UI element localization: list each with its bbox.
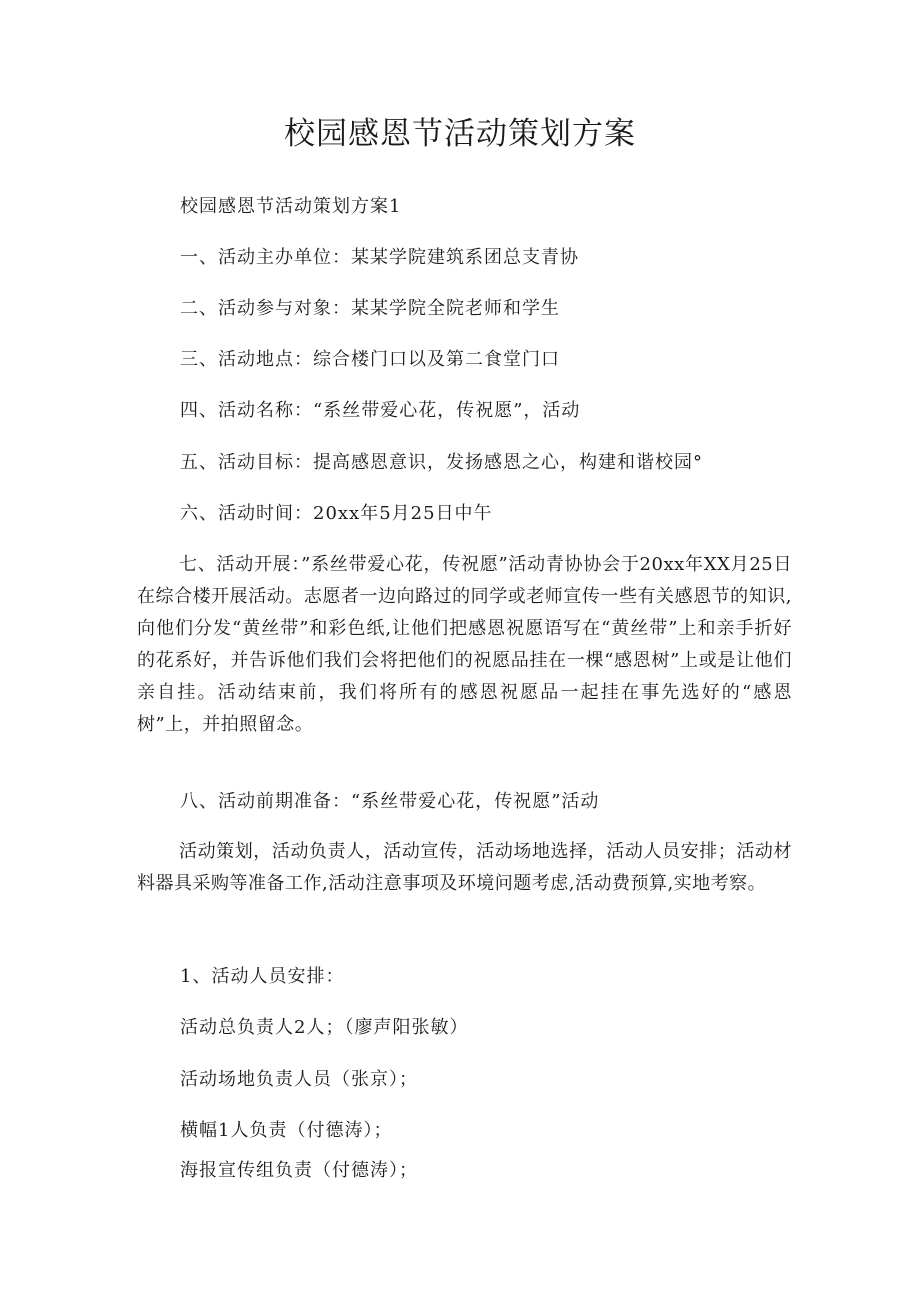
staff-item: 横幅1人负责（付德涛）；: [180, 1120, 393, 1141]
item-preparation: 八、活动前期准备：“系丝带爱心花，传祝愿”活动: [180, 791, 600, 812]
document-title: 校园感恩节活动策划方案: [284, 116, 636, 152]
item-time: 六、活动时间：20xx年5月25日中午: [180, 503, 493, 524]
staff-item: 活动场地负责人员（张京）；: [180, 1069, 418, 1090]
item-participants: 二、活动参与对象：某某学院全院老师和学生: [180, 298, 560, 319]
item-activity-paragraph: 七、活动开展：”系丝带爱心花，传祝愿”活动青协协会于20xx年XX月25日在综合楼开展活动。志愿者一边向路过的同学或老师宣传一些有关感恩节的知识,向他们分发“黄丝带”和彩色纸,让他们把感恩祝愿语写在“黄丝带”上和亲手折好的花系好，并告诉他们我们会将把他们的祝愿品挂在一棵“感恩树”上或是让他们亲自挂。活动结束前，我们将所有的感恩祝愿品一起挂在事先选好的“感恩树”上，并拍照留念。: [137, 554, 792, 735]
plan-subtitle: 校园感恩节活动策划方案1: [180, 196, 402, 217]
staff-item: 活动总负责人2人；（廖声阳张敏）: [180, 1017, 469, 1038]
preparation-paragraph: 活动策划，活动负责人，活动宣传，活动场地选择，活动人员安排；活动材料器具采购等准备工作,活动注意事项及环境问题考虑,活动费预算,实地考察。: [137, 841, 792, 894]
section-staff-heading: 1、活动人员安排：: [180, 966, 345, 987]
item-location: 三、活动地点：综合楼门口以及第二食堂门口: [180, 349, 560, 370]
item-name: 四、活动名称：“系丝带爱心花，传祝愿”，活动: [180, 400, 581, 421]
item-organizer: 一、活动主办单位：某某学院建筑系团总支青协: [180, 247, 579, 268]
item-goal: 五、活动目标：提高感恩意识，发扬感恩之心，构建和谐校园°: [180, 452, 703, 473]
staff-item: 海报宣传组负责（付德涛）；: [180, 1160, 418, 1181]
